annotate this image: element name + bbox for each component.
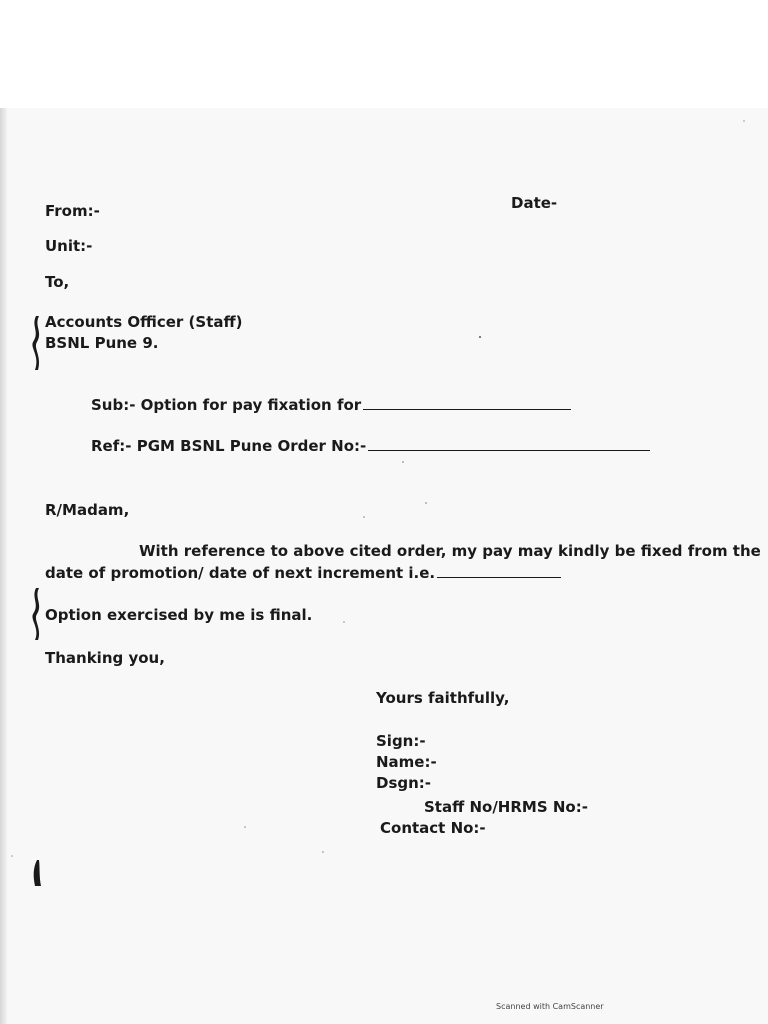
reference-text: Ref:- PGM BSNL Pune Order No:- xyxy=(91,437,367,455)
body-line-2-text: date of promotion/ date of next increment i.e. xyxy=(45,564,436,582)
contact-label: Contact No:- xyxy=(380,819,486,837)
recipient-line-2: BSNL Pune 9. xyxy=(45,334,159,352)
closing: Yours faithfully, xyxy=(376,689,510,707)
staff-hrms-label: Staff No/HRMS No:- xyxy=(424,798,588,816)
body-line-1: With reference to above cited order, my pay may kindly be fixed from the xyxy=(139,542,761,560)
name-label: Name:- xyxy=(376,753,437,771)
subject-text: Sub:- Option for pay fixation for xyxy=(91,396,362,414)
thanks: Thanking you, xyxy=(45,649,165,667)
salutation: R/Madam, xyxy=(45,501,130,519)
to-label: To, xyxy=(45,273,70,291)
scanner-watermark: Scanned with CamScanner xyxy=(496,1002,604,1011)
date-label: Date- xyxy=(511,194,558,212)
recipient-line-1: Accounts Officer (Staff) xyxy=(45,313,243,331)
body-line-3: Option exercised by me is final. xyxy=(45,606,313,624)
sign-label: Sign:- xyxy=(376,732,426,750)
dsgn-label: Dsgn:- xyxy=(376,774,432,792)
unit-label: Unit:- xyxy=(45,237,93,255)
from-label: From:- xyxy=(45,202,100,220)
